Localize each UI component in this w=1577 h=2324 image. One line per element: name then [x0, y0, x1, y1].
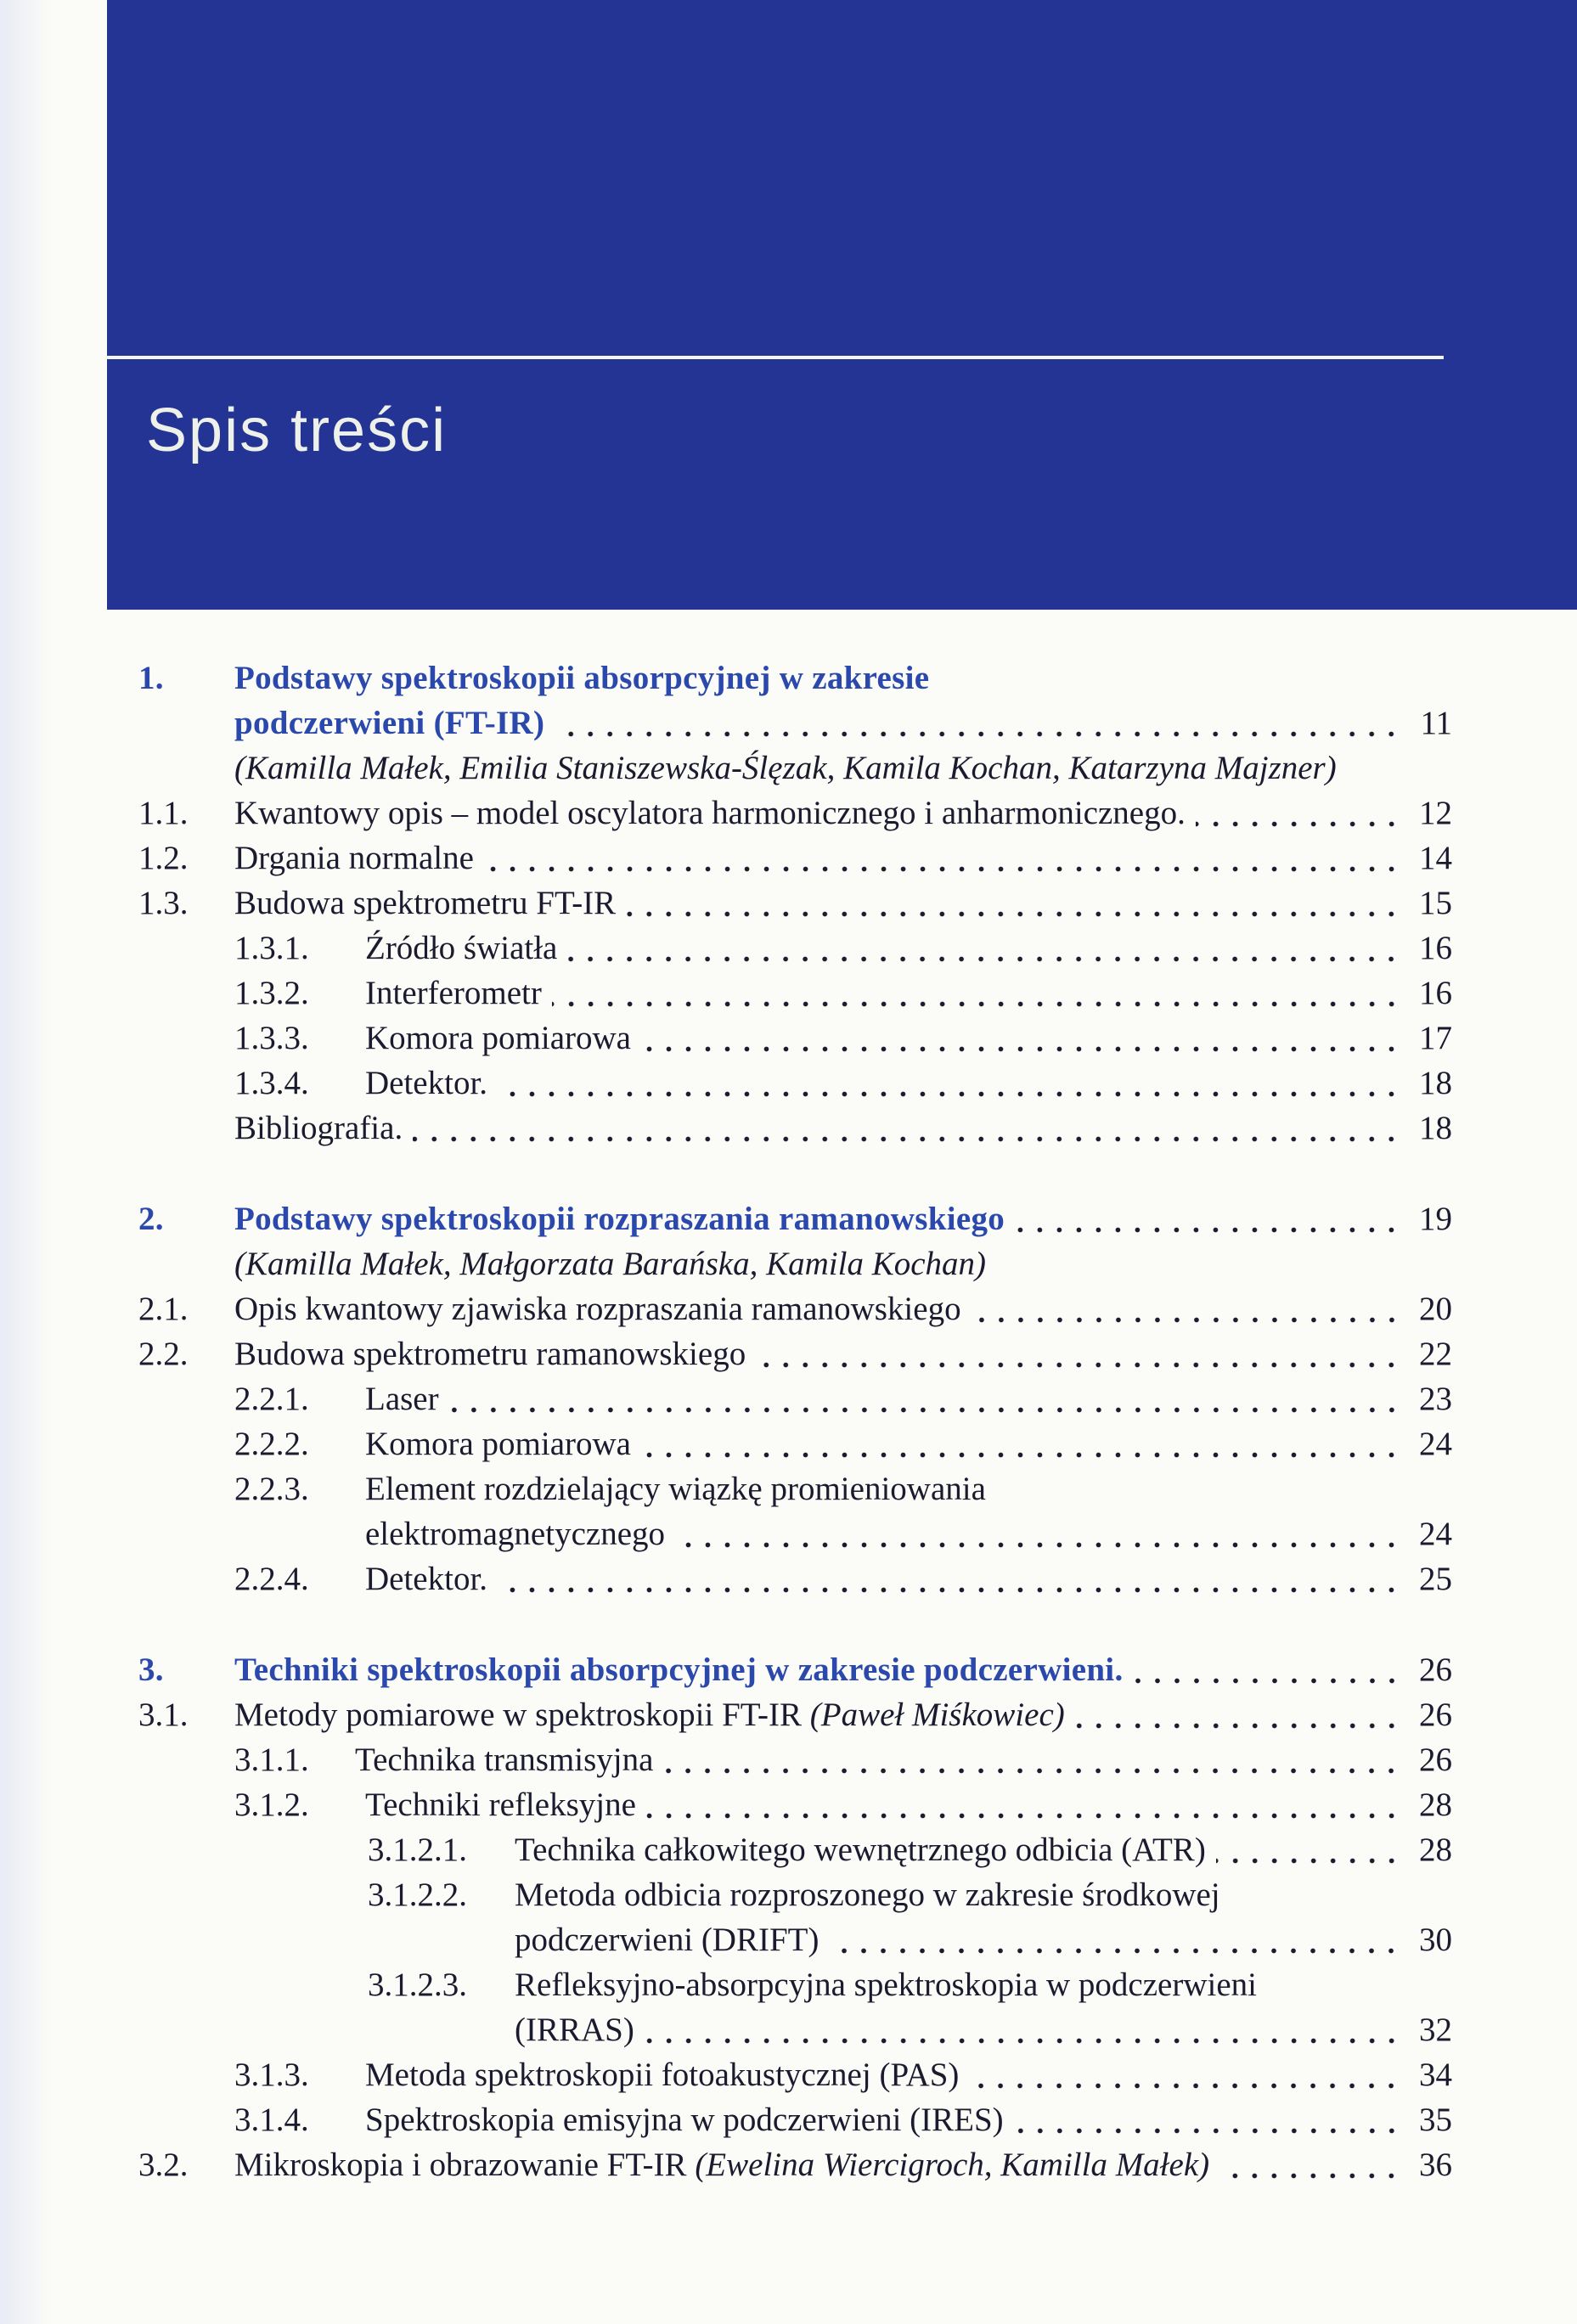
- toc-row: [138, 656, 1452, 701]
- toc-entry-number: 2.1.: [138, 1291, 189, 1327]
- toc-entry-text: Źródło światła: [365, 930, 558, 966]
- toc-entry-text: Techniki refleksyjne: [365, 1787, 636, 1823]
- toc-page-number: 14: [1419, 840, 1452, 876]
- toc-row: [138, 1061, 1452, 1106]
- dot-leader: [449, 1407, 1401, 1413]
- toc-page-number: 26: [1419, 1652, 1452, 1688]
- toc-page-number: 26: [1419, 1742, 1452, 1778]
- toc-entry-number: 3.1.2.: [234, 1787, 309, 1823]
- toc-entry-title: [365, 1556, 487, 1601]
- dot-leader: [552, 1001, 1401, 1007]
- toc-entry-text: elektromagnetycznego: [365, 1516, 665, 1552]
- toc-entry-title: [234, 2142, 1209, 2187]
- toc-entry-text: Spektroskopia emisyjna w podczerwieni (IRES): [365, 2102, 1004, 2138]
- toc-page-number: 26: [1419, 1697, 1452, 1733]
- dot-leader: [1219, 2173, 1401, 2179]
- toc-entry-text: Komora pomiarowa: [365, 1426, 631, 1462]
- toc-entry-title: [365, 1016, 631, 1061]
- dot-leader: [1216, 1858, 1401, 1864]
- toc-entry-number: 3.1.: [138, 1697, 189, 1733]
- toc-row: [138, 2052, 1452, 2097]
- toc-row: [138, 791, 1452, 836]
- toc-entry-title: [365, 1511, 665, 1556]
- toc-page-number: 36: [1419, 2147, 1452, 2183]
- dot-leader: [641, 1452, 1401, 1458]
- toc-entry-text: (IRRAS): [515, 2012, 634, 2048]
- toc-entry-number: 2.2.4.: [234, 1561, 309, 1597]
- toc-entry-number: 3.: [138, 1652, 164, 1688]
- dot-leader: [498, 1587, 1401, 1593]
- dot-leader: [484, 866, 1401, 872]
- toc-entry-number: 1.3.: [138, 885, 189, 921]
- toc-entry-text: podczerwieni (DRIFT): [515, 1922, 819, 1958]
- toc-row: [138, 2142, 1452, 2187]
- toc-row: [138, 1196, 1452, 1241]
- toc-entry-text: Interferometr: [365, 975, 542, 1011]
- toc-entry-number: 3.1.2.3.: [368, 1967, 467, 2003]
- toc-entry-number: 2.2.2.: [234, 1426, 309, 1462]
- toc-entry-number: 3.1.3.: [234, 2057, 309, 2093]
- toc-entry-title: [234, 1241, 986, 1286]
- toc-entry-title: [365, 971, 542, 1016]
- toc-entry-text: Drgania normalne: [234, 840, 474, 876]
- dot-leader: [675, 1542, 1401, 1548]
- toc-row: [138, 746, 1452, 791]
- toc-entry-title: [365, 926, 557, 971]
- toc-entry-title: [365, 2097, 1004, 2142]
- toc-entry-title: [355, 1737, 653, 1782]
- toc-entry-title: [365, 1376, 439, 1421]
- toc-page-number: 11: [1420, 705, 1452, 741]
- toc-page-number: 30: [1419, 1922, 1452, 1958]
- dot-leader: [626, 911, 1401, 917]
- toc-entry-text: Budowa spektrometru FT-IR: [234, 885, 617, 921]
- toc-entry-number: 1.2.: [138, 840, 189, 876]
- toc-entry-title: [365, 1782, 636, 1827]
- toc-entry-number: 1.3.2.: [234, 975, 309, 1011]
- toc-entry-title: [234, 1196, 1005, 1241]
- page-left-scan-shadow: [0, 0, 59, 2324]
- dot-leader: [567, 956, 1401, 962]
- toc-entry-text: Podstawy spektroskopii absorpcyjnej w zakresie: [234, 660, 930, 696]
- toc-row: [138, 1286, 1452, 1331]
- toc-entry-text: Podstawy spektroskopii rozpraszania ramanowskiego: [234, 1201, 1005, 1237]
- toc-author-text: (Kamilla Małek, Emilia Staniszewska-Ślęzak, Kamila Kochan, Katarzyna Majzner): [234, 750, 1337, 786]
- toc-row: [138, 1241, 1452, 1286]
- toc-entry-text: Laser: [365, 1381, 439, 1417]
- toc-page-number: 28: [1419, 1832, 1452, 1868]
- toc-entry-text: Metoda spektroskopii fotoakustycznej (PAS): [365, 2057, 960, 2093]
- toc-page-number: 34: [1419, 2057, 1452, 2093]
- toc-row: [138, 1106, 1452, 1151]
- toc-entry-title: [515, 1872, 1220, 1917]
- toc-page-number: 23: [1419, 1381, 1452, 1417]
- toc-row: [138, 971, 1452, 1016]
- toc-row: [138, 1782, 1452, 1827]
- toc-entry-title: [234, 836, 474, 881]
- dot-leader: [1014, 2128, 1401, 2134]
- toc-page-number: 32: [1419, 2012, 1452, 2048]
- toc-page-number: 22: [1419, 1336, 1452, 1372]
- toc-row: [138, 1647, 1452, 1692]
- toc-row: [138, 1556, 1452, 1601]
- toc-row: [138, 1692, 1452, 1737]
- toc-entry-text: podczerwieni (FT-IR): [234, 705, 545, 741]
- toc-row: [138, 1872, 1452, 1917]
- toc-page-number: 35: [1419, 2102, 1452, 2138]
- page-title: Spis treści: [146, 397, 448, 464]
- toc-entry-text: Budowa spektrometru ramanowskiego: [234, 1336, 746, 1372]
- toc-entry-number: 1.3.3.: [234, 1020, 309, 1056]
- banner-divider-rule: [107, 356, 1444, 359]
- title-banner: [107, 0, 1577, 610]
- toc-author-text: (Paweł Miśkowiec): [809, 1697, 1065, 1733]
- dot-leader: [1075, 1723, 1401, 1729]
- toc-page-number: 20: [1419, 1291, 1452, 1327]
- dot-leader: [646, 1813, 1401, 1819]
- toc-entry-text: Detektor.: [365, 1065, 488, 1101]
- toc-page-number: 16: [1419, 930, 1452, 966]
- toc-row: [138, 1466, 1452, 1511]
- toc-entry-text: Refleksyjno-absorpcyjna spektroskopia w podczerwieni: [515, 1967, 1257, 2003]
- toc-entry-number: 3.1.1.: [234, 1742, 309, 1778]
- toc-page-number: 18: [1419, 1065, 1452, 1101]
- toc-entry-number: 3.2.: [138, 2147, 189, 2183]
- toc-row: [138, 1331, 1452, 1376]
- toc-entry-title: [365, 2052, 959, 2097]
- dot-leader: [756, 1362, 1401, 1368]
- toc-row: [138, 701, 1452, 746]
- table-of-contents: [138, 656, 1452, 2187]
- toc-entry-title: [234, 881, 616, 926]
- toc-entry-title: [515, 1962, 1257, 2007]
- toc-entry-text: Metoda odbicia rozproszonego w zakresie środkowej: [515, 1877, 1220, 1913]
- toc-entry-title: [515, 1827, 1206, 1872]
- dot-leader: [555, 731, 1401, 737]
- toc-entry-number: 3.1.2.1.: [368, 1832, 467, 1868]
- toc-entry-text: Technika całkowitego wewnętrznego odbicia (ATR): [515, 1832, 1206, 1868]
- toc-row: [138, 1827, 1452, 1872]
- dot-leader: [1015, 1227, 1401, 1233]
- toc-entry-number: 1.3.4.: [234, 1065, 309, 1101]
- dot-leader: [413, 1136, 1401, 1142]
- toc-row: [138, 1016, 1452, 1061]
- toc-entry-text: Technika transmisyjna: [355, 1742, 654, 1778]
- toc-row: [138, 836, 1452, 881]
- toc-page-number: 28: [1419, 1787, 1452, 1823]
- toc-entry-text: Mikroskopia i obrazowanie FT-IR: [234, 2147, 696, 2183]
- toc-row: [138, 926, 1452, 971]
- toc-entry-text: Komora pomiarowa: [365, 1020, 631, 1056]
- toc-page-number: 24: [1419, 1516, 1452, 1552]
- toc-entry-number: 2.2.3.: [234, 1471, 309, 1507]
- dot-leader: [1134, 1678, 1402, 1684]
- toc-entry-title: [234, 1692, 1065, 1737]
- toc-entry-title: [365, 1421, 631, 1466]
- dot-leader: [663, 1768, 1401, 1774]
- toc-entry-title: [515, 2007, 634, 2052]
- toc-entry-number: 1.1.: [138, 795, 189, 831]
- toc-entry-number: 2.: [138, 1201, 164, 1237]
- toc-entry-number: 3.1.4.: [234, 2102, 309, 2138]
- toc-page-number: 25: [1419, 1561, 1452, 1597]
- dot-leader: [969, 2083, 1401, 2089]
- toc-entry-number: 1.: [138, 660, 164, 696]
- toc-author-text: (Kamilla Małek, Małgorzata Barańska, Kamila Kochan): [234, 1246, 987, 1282]
- toc-row: [138, 1917, 1452, 1962]
- toc-entry-number: 3.1.2.2.: [368, 1877, 467, 1913]
- toc-entry-number: 2.2.: [138, 1336, 189, 1372]
- toc-entry-title: [234, 746, 1337, 791]
- toc-page-number: 17: [1419, 1020, 1452, 1056]
- toc-page-number: 12: [1419, 795, 1452, 831]
- toc-entry-number: 1.3.1.: [234, 930, 309, 966]
- toc-entry-title: [234, 1647, 1124, 1692]
- toc-row: [138, 881, 1452, 926]
- toc-entry-text: Detektor.: [365, 1561, 488, 1597]
- dot-leader: [972, 1317, 1401, 1323]
- toc-entry-title: [234, 1286, 961, 1331]
- toc-entry-title: [365, 1466, 986, 1511]
- toc-page-number: 16: [1419, 975, 1452, 1011]
- toc-entry-text: Opis kwantowy zjawiska rozpraszania ramanowskiego: [234, 1291, 961, 1327]
- toc-page-number: 15: [1419, 885, 1452, 921]
- toc-page-number: 24: [1419, 1426, 1452, 1462]
- toc-entry-text: Kwantowy opis – model oscylatora harmonicznego i anharmonicznego.: [234, 795, 1186, 831]
- toc-entry-title: [234, 701, 544, 746]
- toc-page-number: 19: [1419, 1201, 1452, 1237]
- dot-leader: [641, 1046, 1401, 1052]
- dot-leader: [645, 2038, 1401, 2044]
- toc-row: [138, 1511, 1452, 1556]
- toc-page-number: 18: [1419, 1110, 1452, 1146]
- toc-entry-title: [234, 1106, 403, 1151]
- toc-author-text: (Ewelina Wiercigroch, Kamilla Małek): [695, 2147, 1210, 2183]
- toc-entry-text: Bibliografia.: [234, 1110, 403, 1146]
- toc-row: [138, 2007, 1452, 2052]
- toc-entry-title: [234, 656, 929, 701]
- toc-entry-text: Element rozdzielający wiązkę promieniowania: [365, 1471, 986, 1507]
- toc-entry-text: Metody pomiarowe w spektroskopii FT-IR: [234, 1697, 810, 1733]
- dot-leader: [829, 1948, 1401, 1954]
- toc-entry-text: Techniki spektroskopii absorpcyjnej w zakresie podczerwieni.: [234, 1652, 1124, 1688]
- toc-row: [138, 1421, 1452, 1466]
- toc-entry-number: 2.2.1.: [234, 1381, 309, 1417]
- toc-row: [138, 1737, 1452, 1782]
- dot-leader: [498, 1091, 1401, 1097]
- toc-entry-title: [365, 1061, 487, 1106]
- toc-entry-title: [515, 1917, 819, 1962]
- toc-row: [138, 2097, 1452, 2142]
- toc-row: [138, 1962, 1452, 2007]
- toc-entry-title: [234, 791, 1186, 836]
- toc-row: [138, 1376, 1452, 1421]
- toc-entry-title: [234, 1331, 746, 1376]
- dot-leader: [1196, 821, 1401, 827]
